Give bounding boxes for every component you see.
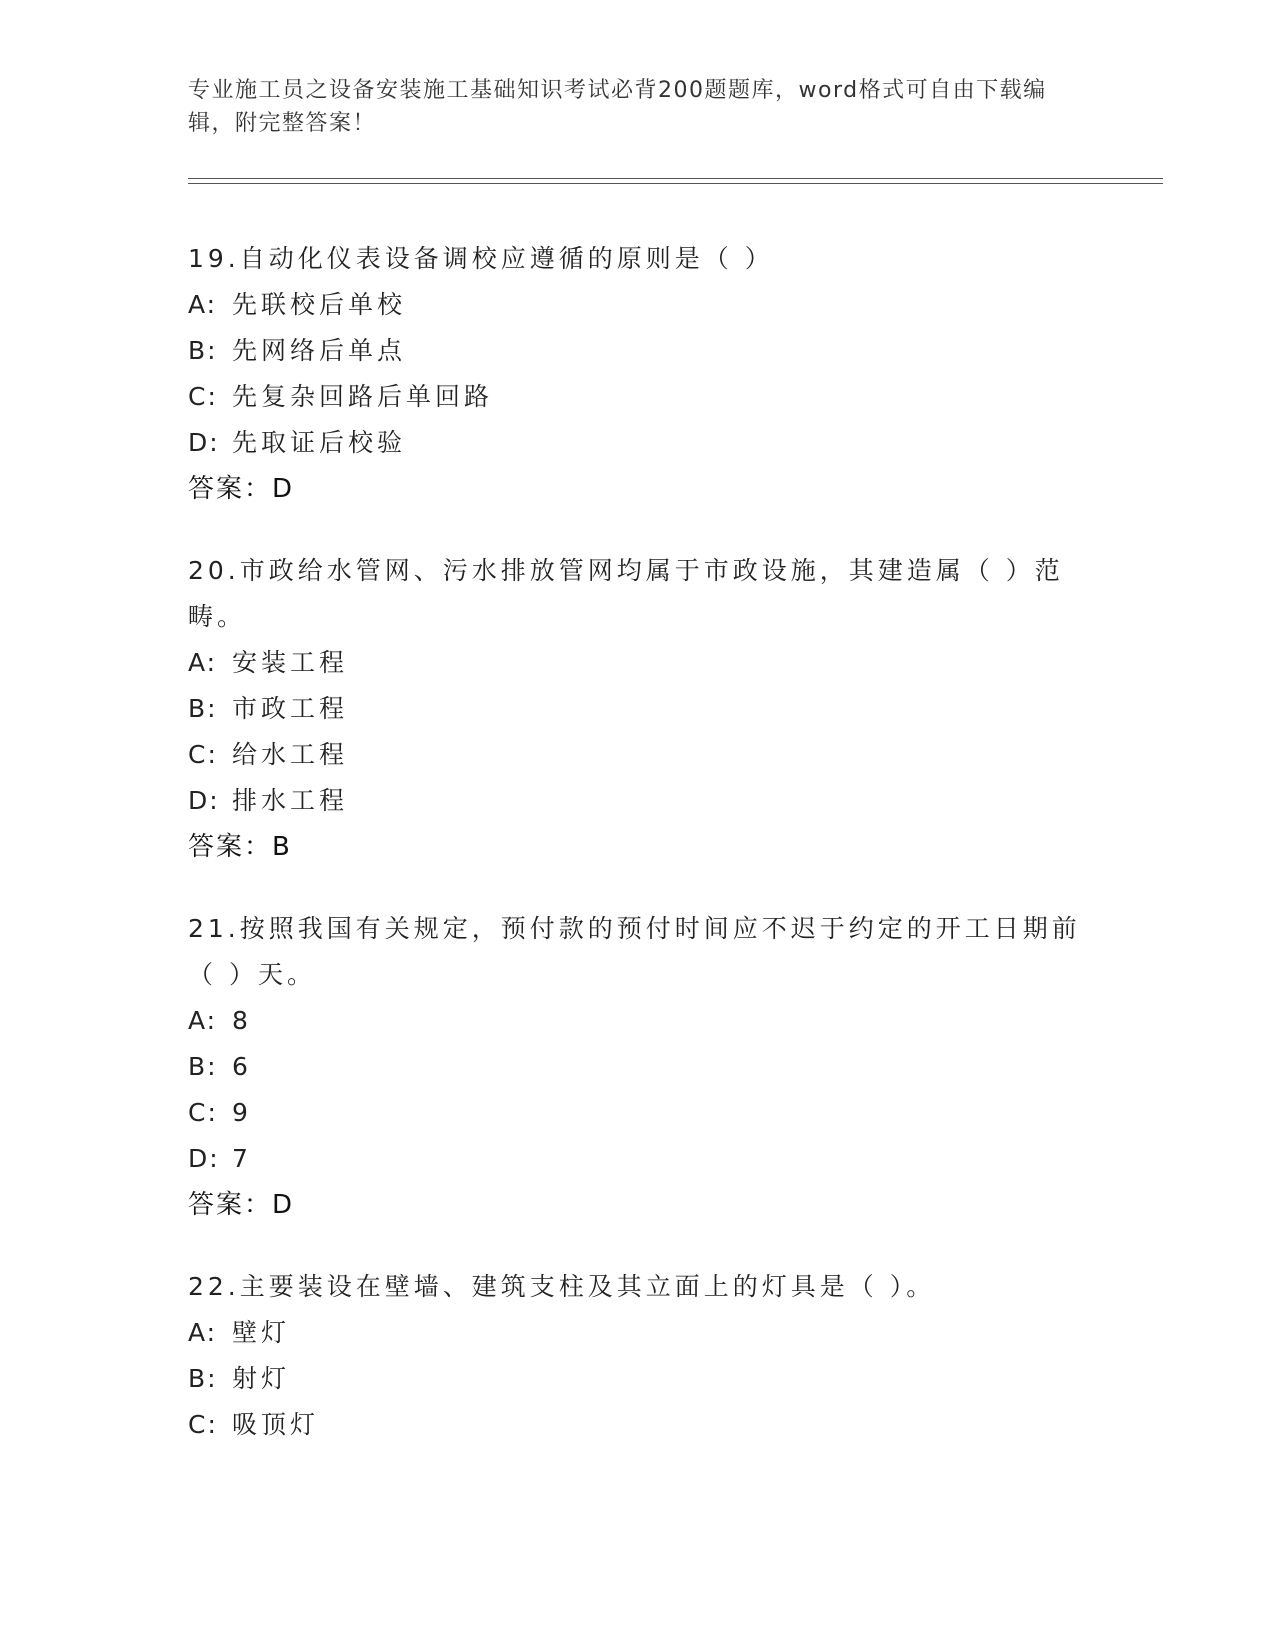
option-label: B: (188, 1052, 218, 1081)
option-c (188, 1090, 1088, 1136)
question-text: 22.主要装设在壁墙、建筑支柱及其立面上的灯具是（ ）。 (188, 1272, 936, 1301)
answer-text: 答案：D (188, 474, 295, 504)
question-text: 20.市政给水管网、污水排放管网均属于市政设施，其建造属（ ）范畴。 (188, 556, 1064, 631)
option-b (188, 1044, 1088, 1090)
answer-text: 答案：B (188, 832, 292, 862)
option-text: 吸顶灯 (232, 1410, 320, 1439)
question-list (188, 236, 1088, 1484)
question-text: 19.自动化仪表设备调校应遵循的原则是（ ） (188, 244, 774, 273)
option-b (188, 1356, 1088, 1402)
document-header (188, 74, 1068, 140)
option-label: A: (188, 1006, 218, 1035)
option-text: 6 (232, 1052, 252, 1081)
question-text: 21.按照我国有关规定，预付款的预付时间应不迟于约定的开工日期前（ ）天。 (188, 914, 1081, 989)
option-text: 8 (232, 1006, 252, 1035)
header-divider-top (188, 178, 1163, 179)
option-text: 先联校后单校 (232, 290, 407, 319)
question-22 (188, 1264, 1088, 1448)
question-19 (188, 236, 1088, 512)
option-c (188, 374, 1088, 420)
option-text: 7 (232, 1144, 252, 1173)
option-d (188, 1136, 1088, 1182)
option-c (188, 732, 1088, 778)
option-b (188, 328, 1088, 374)
option-a (188, 998, 1088, 1044)
option-label: C: (188, 382, 218, 411)
option-label: D: (188, 428, 220, 457)
question-21 (188, 906, 1088, 1228)
option-label: A: (188, 1318, 218, 1347)
option-text: 先复杂回路后单回路 (232, 382, 494, 411)
option-text: 9 (232, 1098, 252, 1127)
option-label: C: (188, 1098, 218, 1127)
question-20 (188, 548, 1088, 870)
option-d (188, 778, 1088, 824)
answer-text: 答案：D (188, 1190, 295, 1220)
option-label: A: (188, 648, 218, 677)
option-label: B: (188, 336, 218, 365)
option-label: C: (188, 740, 218, 769)
option-label: D: (188, 786, 220, 815)
option-text: 给水工程 (232, 740, 349, 769)
option-label: B: (188, 1364, 218, 1393)
option-text: 射灯 (232, 1364, 291, 1393)
option-text: 排水工程 (232, 786, 349, 815)
option-a (188, 640, 1088, 686)
option-text: 壁灯 (232, 1318, 291, 1347)
option-text: 先取证后校验 (232, 428, 407, 457)
option-b (188, 686, 1088, 732)
option-label: C: (188, 1410, 218, 1439)
option-label: A: (188, 290, 218, 319)
option-text: 市政工程 (232, 694, 349, 723)
option-text: 先网络后单点 (232, 336, 407, 365)
option-c (188, 1402, 1088, 1448)
option-d (188, 420, 1088, 466)
document-title: 专业施工员之设备安装施工基础知识考试必背200题题库，word格式可自由下载编辑，附完整答案！ (188, 78, 1047, 136)
option-label: D: (188, 1144, 220, 1173)
header-divider-bottom (188, 183, 1163, 184)
option-a (188, 1310, 1088, 1356)
option-label: B: (188, 694, 218, 723)
option-a (188, 282, 1088, 328)
option-text: 安装工程 (232, 648, 349, 677)
